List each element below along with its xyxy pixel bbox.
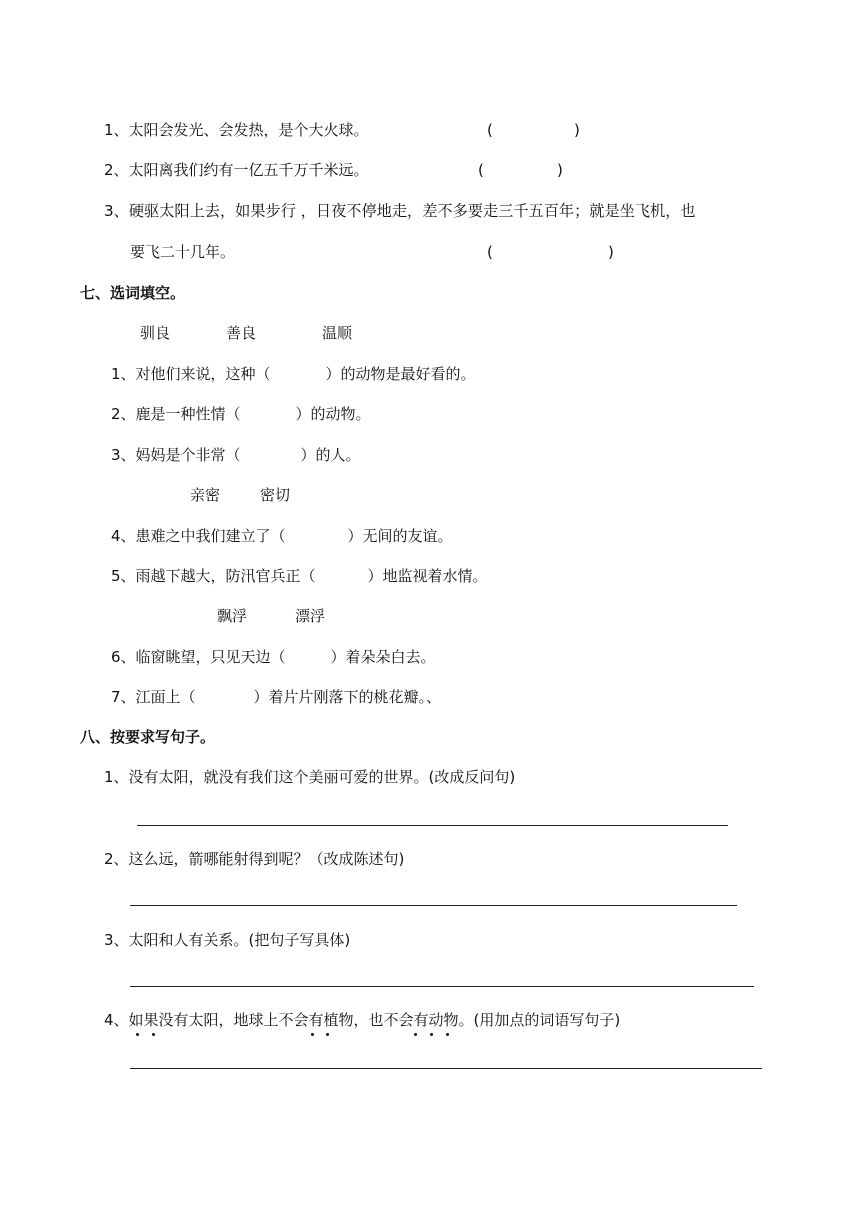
fill-item-text: ）的动物是最好看的。	[325, 365, 476, 383]
answer-line[interactable]	[130, 905, 737, 906]
fill-item-7	[111, 687, 441, 707]
word-choice: 善良	[226, 324, 257, 342]
answer-paren-close: )	[574, 121, 580, 139]
section-8-title: 八、按要求写句子。	[80, 728, 216, 746]
word-choice: 温顺	[322, 324, 353, 342]
fill-item-2	[111, 404, 371, 424]
emphasis-dot	[326, 1033, 329, 1036]
emphasis-dot	[311, 1033, 314, 1036]
answer-paren-open: (	[487, 243, 493, 261]
emphasis-dot	[446, 1033, 449, 1036]
answer-paren-close: )	[557, 161, 563, 179]
emphasis-dot	[136, 1033, 139, 1036]
fill-item-1	[111, 364, 476, 384]
section-7-title: 七、选词填空。	[80, 284, 186, 302]
word-choice: 驯良	[140, 324, 171, 342]
fill-item-text: ）无间的友谊。	[347, 527, 453, 545]
answer-line[interactable]	[137, 825, 728, 826]
fill-item-6	[111, 647, 436, 667]
fill-item-text: 1、对他们来说，这种（	[111, 365, 271, 383]
judge-item-2: 2、太阳离我们约有一亿五千万千米远。	[104, 161, 369, 179]
rewrite-item-1: 1、没有太阳，就没有我们这个美丽可爱的世界。(改成反问句)	[104, 768, 516, 786]
judge-item-3-continuation: 要飞二十几年。	[130, 243, 236, 261]
judge-item-3: 3、硬驱太阳上去，如果步行 ，日夜不停地走，差不多要走三千五百年；就是坐飞机，也	[104, 202, 696, 220]
answer-paren-close: )	[608, 243, 614, 261]
fill-item-text: 4、患难之中我们建立了（	[111, 527, 286, 545]
word-choice: 漂浮	[295, 607, 326, 625]
fill-item-text: ）着朵朵白去。	[330, 648, 436, 666]
emphasis-dot	[414, 1033, 417, 1036]
fill-item-text: ）地监视着水情。	[367, 567, 488, 585]
fill-item-text: 3、妈妈是个非常（	[111, 446, 241, 464]
fill-item-text: ）的人。	[300, 446, 361, 464]
fill-item-5	[111, 566, 488, 586]
word-choice: 飘浮	[217, 607, 248, 625]
fill-item-text: 2、鹿是一种性情（	[111, 405, 241, 423]
word-choice: 密切	[260, 486, 291, 504]
fill-item-3	[111, 445, 361, 465]
rewrite-item-3: 3、太阳和人有关系。(把句子写具体)	[104, 931, 351, 949]
fill-item-text: 6、临窗眺望，只见天边（	[111, 648, 286, 666]
judge-item-1: 1、太阳会发光、会发热，是个大火球。	[104, 121, 369, 139]
emphasis-dot	[430, 1033, 433, 1036]
fill-item-4	[111, 526, 453, 546]
answer-line[interactable]	[130, 1068, 762, 1069]
fill-item-text: ）着片片刚落下的桃花瓣。、	[253, 688, 442, 706]
rewrite-item-4: 4、如果没有太阳，地球上不会有植物，也不会有动物。(用加点的词语写句子)	[104, 1011, 621, 1029]
answer-line[interactable]	[130, 986, 754, 987]
answer-paren-open: (	[478, 161, 484, 179]
fill-item-text: 5、雨越下越大，防汛官兵正（	[111, 567, 316, 585]
rewrite-item-2: 2、这么远，箭哪能射得到呢？（改成陈述句)	[104, 850, 405, 868]
fill-item-text: ）的动物。	[295, 405, 371, 423]
emphasis-dot	[152, 1033, 155, 1036]
answer-paren-open: (	[487, 121, 493, 139]
word-choice: 亲密	[190, 486, 221, 504]
fill-item-text: 7、江面上（	[111, 688, 196, 706]
